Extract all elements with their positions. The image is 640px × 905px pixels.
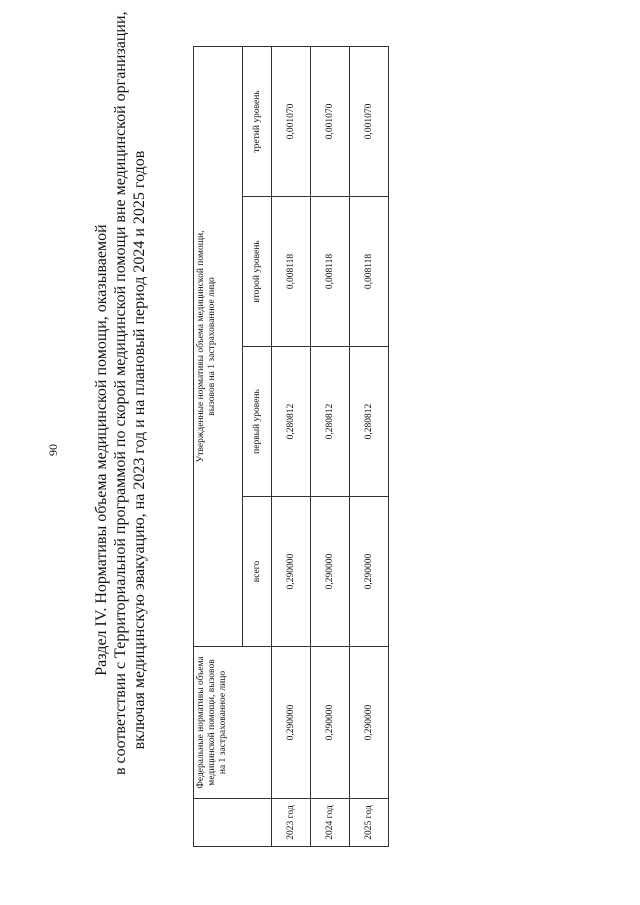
federal-header-line-3: на 1 застрахованное лицо [218,670,228,775]
federal-value-cell: 0,290000 [350,647,389,799]
heading-line-3: включая медицинскую эвакуацию, на 2023 год и на плановый период 2024 и 2025 годов [131,150,148,750]
total-value-cell: 0,290000 [272,497,311,647]
level1-value-cell: 0,280812 [350,347,389,497]
table-row [272,46,311,846]
approved-header-line-1: Утвержденные нормативы объема медицинской помощи, [196,230,206,463]
year-cell: 2024 год [311,799,350,847]
level2-value-cell: 0,008118 [311,197,350,347]
level2-value-cell: 0,008118 [272,197,311,347]
year-cell: 2023 год [272,799,311,847]
subheader-total: всего [243,497,272,647]
level3-value-cell: 0,001070 [350,46,389,196]
subheader-level-2: второй уровень [243,197,272,347]
table-header-row [194,46,243,846]
level1-value-cell: 0,280812 [272,347,311,497]
federal-value-cell: 0,290000 [272,647,311,799]
page-number: 90 [46,444,60,456]
norms-table [193,46,389,847]
federal-header-line-1: Федеральные нормативы объема [196,656,206,789]
federal-norms-header [194,647,272,799]
section-heading [92,11,149,775]
approved-header-line-2: вызовов на 1 застрахованное лицо [207,277,217,416]
table-row [350,46,389,846]
level3-value-cell: 0,001070 [311,46,350,196]
heading-line-2: в соответствии с Территориальной программой по скорой медицинской помощи вне медицинской организации, [112,11,129,775]
federal-header-line-2: медицинской помощи, вызовов [207,659,217,786]
subheader-level-1: первый уровень [243,347,272,497]
subheader-level-3: третий уровень [243,46,272,196]
year-header-cell [194,799,272,847]
level3-value-cell: 0,001070 [272,46,311,196]
heading-line-1: Раздел IV. Нормативы объема медицинской помощи, оказываемой [93,224,110,676]
total-value-cell: 0,290000 [311,497,350,647]
level2-value-cell: 0,008118 [350,197,389,347]
approved-norms-header [194,46,243,646]
level1-value-cell: 0,280812 [311,347,350,497]
total-value-cell: 0,290000 [350,497,389,647]
federal-value-cell: 0,290000 [311,647,350,799]
table-row [311,46,350,846]
year-cell: 2025 год [350,799,389,847]
